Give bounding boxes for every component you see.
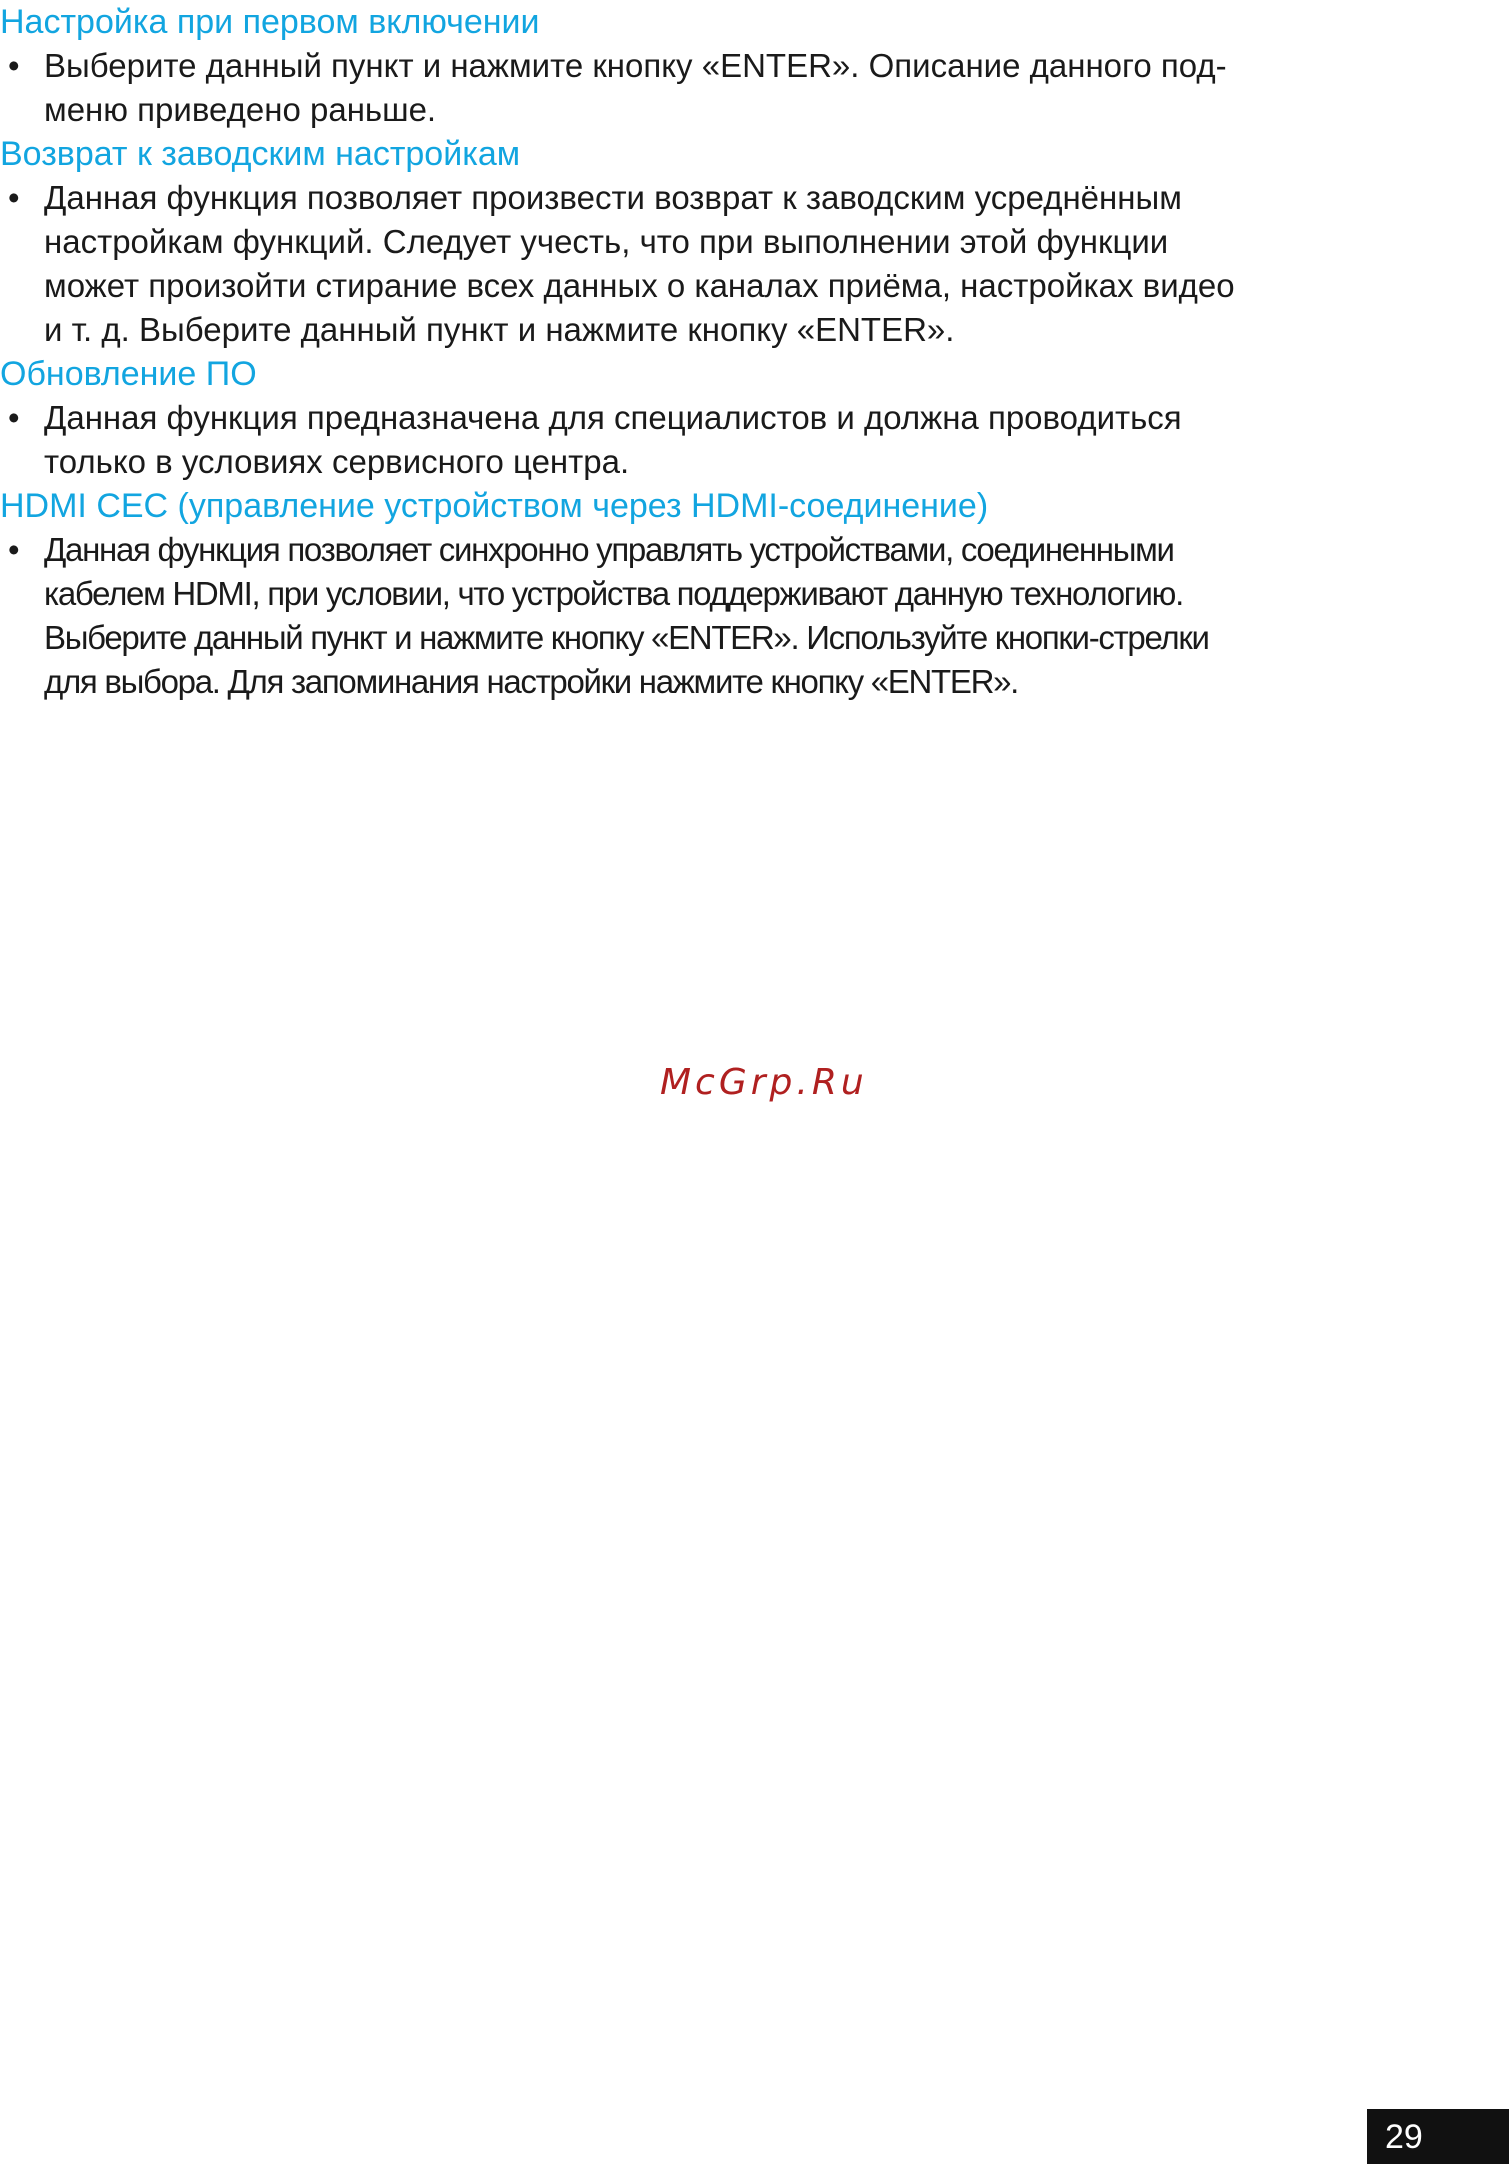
bullet-item-factory-reset xyxy=(0,176,1384,352)
section-heading-factory-reset: Возврат к заводским настройкам xyxy=(0,135,521,173)
section-heading-software-update: Обновление ПО xyxy=(0,355,257,393)
bullet-line: Выберите данный пункт и нажмите кнопку «ENTER». Описание данного под- xyxy=(44,47,1227,84)
bullet-dot: • xyxy=(8,179,20,216)
bullet-line: Данная функция позволяет произвести возврат к заводским усреднённым xyxy=(44,179,1182,216)
section-heading-hdmi-cec: HDMI CEC (управление устройством через HDMI-соединение) xyxy=(0,487,989,525)
section-heading-first-setup: Настройка при первом включении xyxy=(0,3,540,41)
document-body xyxy=(0,0,1400,704)
bullet-item-software-update xyxy=(0,396,1384,484)
bullet-dot: • xyxy=(8,399,20,436)
page-number: 29 xyxy=(1385,2118,1423,2156)
bullet-item-first-setup xyxy=(0,44,1384,132)
bullet-line: настройкам функций. Следует учесть, что при выполнении этой функции xyxy=(44,223,1169,260)
bullet-line: может произойти стирание всех данных о каналах приёма, настройках видео xyxy=(44,267,1235,304)
bullet-dot: • xyxy=(8,47,20,84)
page-number-box xyxy=(1367,2109,1509,2164)
bullet-line: Выберите данный пункт и нажмите кнопку «ENTER». Используйте кнопки-стрелки xyxy=(44,619,1209,656)
bullet-line: меню приведено раньше. xyxy=(44,91,437,128)
watermark: McGrp.Ru xyxy=(660,1062,868,1103)
bullet-line: кабелем HDMI, при условии, что устройства поддерживают данную технологию. xyxy=(44,575,1183,612)
bullet-line: для выбора. Для запоминания настройки нажмите кнопку «ENTER». xyxy=(44,663,1019,700)
bullet-line: и т. д. Выберите данный пункт и нажмите кнопку «ENTER». xyxy=(44,311,955,348)
bullet-line: только в условиях сервисного центра. xyxy=(44,443,630,480)
bullet-item-hdmi-cec xyxy=(0,528,1384,704)
bullet-dot: • xyxy=(8,531,20,568)
bullet-line: Данная функция позволяет синхронно управлять устройствами, соединенными xyxy=(44,531,1174,568)
bullet-line: Данная функция предназначена для специалистов и должна проводиться xyxy=(44,399,1182,436)
